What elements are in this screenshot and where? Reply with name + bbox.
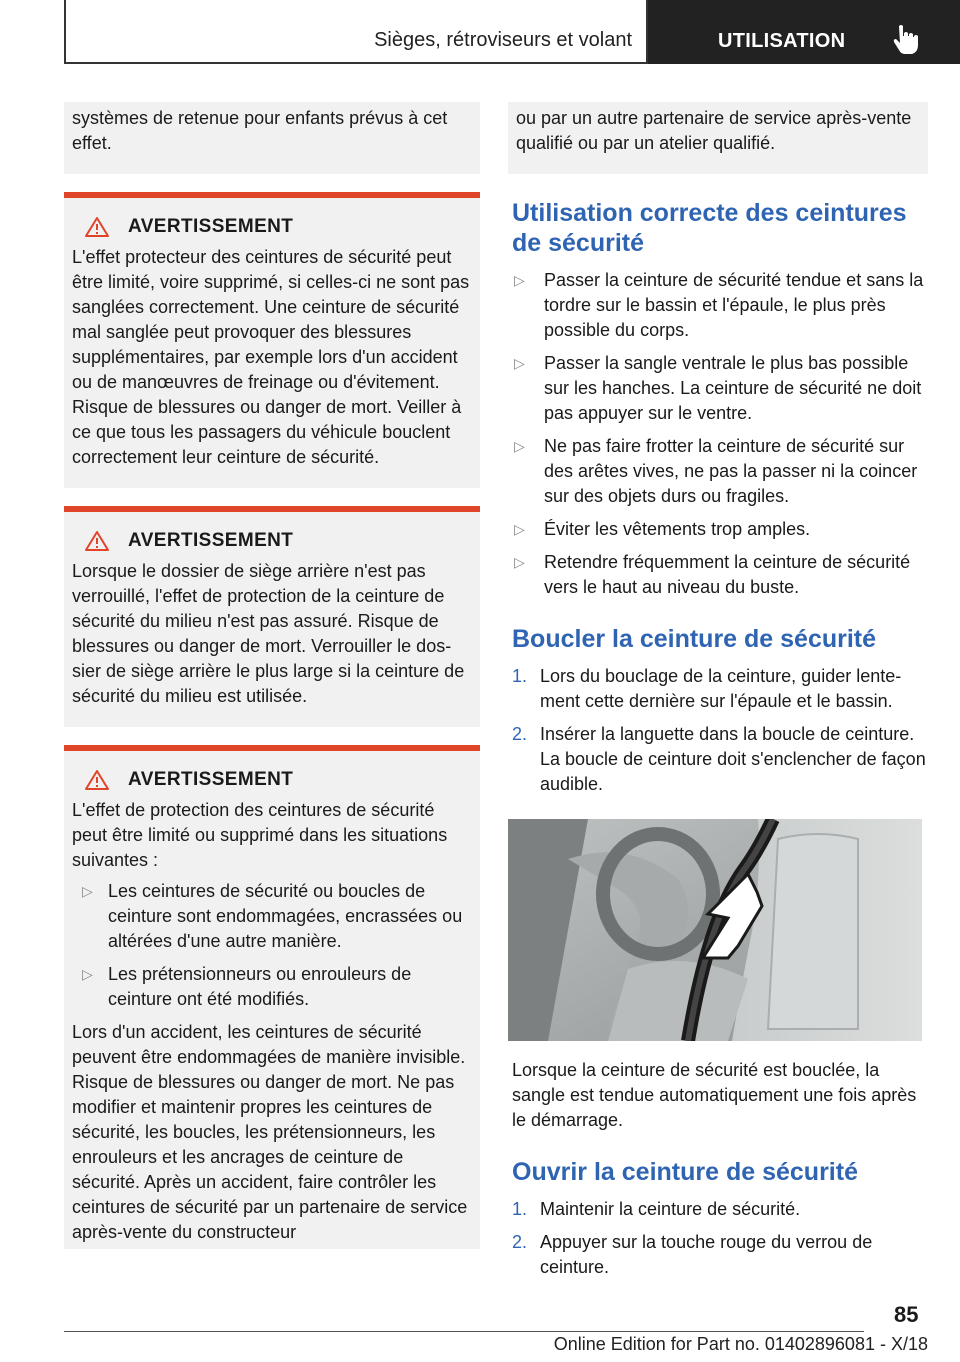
list-item: ▷ Retendre fréquemment la ceinture de sécurité vers le haut au niveau du buste.	[514, 552, 911, 597]
warning-text: Lorsque le dossier de siège arrière n'est pas verrouillé, l'effet de protection de la ceinture de sécurité du milieu n'est pas assuré. Risque de blessures ou danger de mort. Verrouiller le dossier de siège arrière le plus large si la ceinture de sécurité du milieu est utilisée.	[72, 561, 465, 706]
seatbelt-illustration	[508, 819, 922, 1041]
warning-text: L'effet protecteur des ceintures de sécurité peut être limité, voire supprimé, si celles-ci ne sont pas sanglées correctement. Une ceinture de sécurité mal sanglée peut provoquer des blessures supplémentaires, par exemple lors d'un accident ou de manœuvres de freinage ou d'évitement. Risque de blessures ou danger de mort. Veiller à ce que tous les passagers du véhicule bouclent correctement leur ceinture de sécurité.	[72, 247, 470, 467]
warning-triangle-icon	[84, 216, 110, 238]
triangle-bullet-icon: ▷	[514, 438, 525, 454]
warning-box-1	[64, 192, 480, 488]
list-item: ▷ Les ceintures de sécurité ou boucles de ceinture sont endommagées, encrassées ou altérées d'une autre manière.	[82, 881, 463, 951]
warning-triangle-icon	[84, 530, 110, 552]
triangle-bullet-icon: ▷	[514, 355, 525, 371]
warning-intro: L'effet de protection des ceintures de sécurité peut être limité ou supprimé dans les situations suivantes :	[72, 800, 448, 870]
continued-text-box	[508, 102, 928, 174]
list-item: ▷ Passer la sangle ventrale le plus bas possible sur les hanches. La ceinture de sécurité ne doit pas appuyer sur le ventre.	[514, 353, 922, 423]
header-chapter-tab	[648, 0, 960, 64]
section-heading: Boucler la ceinture de sécurité	[512, 625, 877, 653]
warning-text: Lors d'un accident, les ceintures de sécurité peuvent être endommagées de manière invisible. Risque de blessures ou danger de mort. Ne pas modifier et maintenir propres les ceintures de sécurité, les boucles, les prétensionneurs, les enrouleurs et les ancrages de ceinture de sécurité. Après un accident, faire contrôler les ceintures de sécurité par un partenaire de service après-vente du constructeur	[72, 1022, 468, 1242]
list-item: 1. Maintenir la ceinture de sécurité.	[512, 1199, 801, 1219]
header-chapter-title: UTILISATION	[718, 30, 846, 52]
list-item: 1. Lors du bouclage de la ceinture, guider lentement cette dernière sur l'épaule et le bassin.	[512, 666, 902, 711]
continued-text: systèmes de retenue pour enfants prévus à cet effet.	[72, 108, 448, 153]
numbered-list	[508, 664, 928, 797]
warning-title-text: AVERTISSEMENT	[128, 530, 294, 551]
warning-title	[72, 528, 472, 553]
list-item: 2. Appuyer sur la touche rouge du verrou de ceinture.	[512, 1232, 873, 1277]
warning-list	[72, 879, 472, 1012]
section-heading: Ouvrir la ceinture de sécurité	[512, 1158, 858, 1186]
hand-pointer-icon	[890, 22, 920, 56]
list-item: ▷ Éviter les vêtements trop amples.	[508, 517, 928, 542]
header-section-title: Sièges, rétroviseurs et volant	[374, 29, 632, 51]
right-column	[508, 102, 928, 1288]
continued-text: ou par un autre partenaire de service après-vente qualifié ou par un atelier qualifié.	[516, 108, 912, 153]
footer-divider	[64, 1331, 864, 1332]
warning-title-text: AVERTISSEMENT	[128, 216, 294, 237]
list-item: ▷ Ne pas faire frotter la ceinture de sécurité sur des arêtes vives, ne pas la passer ni la coincer sur des objets durs ou fragiles.	[514, 436, 918, 506]
list-item: ▷ Les prétensionneurs ou enrouleurs de ceinture ont été modifiés.	[82, 964, 412, 1009]
warning-triangle-icon	[84, 769, 110, 791]
bullet-list	[508, 268, 928, 600]
triangle-bullet-icon: ▷	[514, 554, 525, 570]
continued-text-box	[64, 102, 480, 174]
triangle-bullet-icon: ▷	[82, 966, 93, 982]
page-number: 85	[894, 1302, 919, 1327]
triangle-bullet-icon: ▷	[514, 521, 525, 537]
numbered-list	[508, 1197, 928, 1280]
section-heading: Utilisation correcte des ceintures de sécurité	[512, 199, 907, 257]
warning-title	[72, 214, 472, 239]
left-column	[64, 102, 480, 1249]
warning-box-3	[64, 745, 480, 1249]
warning-title	[72, 767, 472, 792]
warning-box-2	[64, 506, 480, 727]
warning-title-text: AVERTISSEMENT	[128, 769, 294, 790]
header-section-tab	[64, 0, 648, 64]
paragraph: Lorsque la ceinture de sécurité est bouclée, la sangle est tendue automatiquement une fois après le démarrage.	[512, 1060, 917, 1130]
triangle-bullet-icon: ▷	[82, 883, 93, 899]
list-item: 2. Insérer la languette dans la boucle de ceinture. La boucle de ceinture doit s'enclencher de façon audible.	[512, 724, 926, 794]
triangle-bullet-icon: ▷	[514, 272, 525, 288]
footer-edition: Online Edition for Part no. 01402896081 - X/18	[553, 1334, 928, 1354]
list-item: ▷ Passer la ceinture de sécurité tendue et sans la tordre sur le bassin et l'épaule, le plus près possible du corps.	[514, 270, 924, 340]
